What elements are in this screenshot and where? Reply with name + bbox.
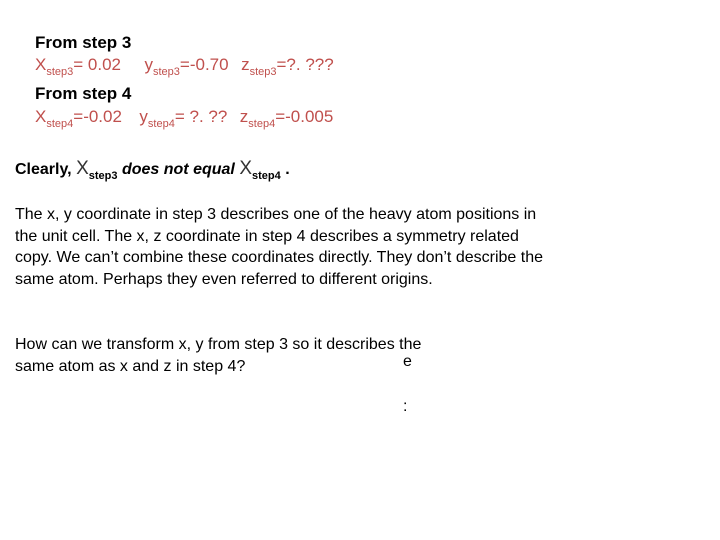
- paragraph-explanation: The x, y coordinate in step 3 describes one of the heavy atom positions in the unit cell. The x, z coordinate in step 4 describes a symmetry related copy. We can’t combine these coordinates directly. They don’t describe the same atom. Perhaps they even referred to different origins.: [15, 206, 543, 288]
- step3-x-value: = 0.02: [73, 55, 122, 74]
- step3-x-symbol: X: [35, 55, 47, 74]
- paragraph-question: How can we transform x, y from step 3 so it describes the same atom as x and z in step 4?: [15, 336, 422, 375]
- step3-heading: From step 3: [35, 33, 132, 52]
- clearly-middle: does not equal: [121, 161, 235, 178]
- step4-x-symbol: X: [35, 107, 47, 126]
- step4-x-value: =-0.02: [73, 107, 122, 126]
- step4-y-value: = ?. ??: [174, 107, 228, 126]
- step3-y-subscript: step3: [152, 66, 180, 78]
- clearly-suffix: .: [285, 161, 290, 178]
- clearly-x2-symbol: X: [239, 158, 253, 179]
- stray-colon: :: [403, 398, 408, 415]
- step3-z-symbol: z: [241, 55, 250, 74]
- clearly-statement: [15, 158, 290, 182]
- stray-letter: e: [403, 353, 412, 370]
- step4-y-subscript: step4: [147, 118, 175, 130]
- clearly-x1-symbol: X: [76, 158, 89, 179]
- step3-z-subscript: step3: [249, 66, 277, 78]
- step3-x-subscript: step3: [46, 66, 74, 78]
- step3-z-value: =?. ???: [276, 55, 334, 74]
- step4-coordinates: [35, 107, 333, 130]
- step3-y-symbol: y: [144, 55, 153, 74]
- step4-x-subscript: step4: [46, 118, 74, 130]
- step4-z-value: =-0.005: [275, 107, 334, 126]
- step4-y-symbol: y: [139, 107, 148, 126]
- step4-z-subscript: step4: [248, 118, 276, 130]
- step4-z-symbol: z: [239, 107, 249, 126]
- step3-y-value: =-0.70: [179, 55, 229, 74]
- step4-heading: From step 4: [35, 84, 132, 103]
- step3-coordinates: [35, 55, 334, 78]
- clearly-prefix: Clearly,: [15, 161, 72, 178]
- clearly-x1-subscript: step3: [88, 170, 118, 182]
- clearly-x2-subscript: step4: [252, 170, 281, 182]
